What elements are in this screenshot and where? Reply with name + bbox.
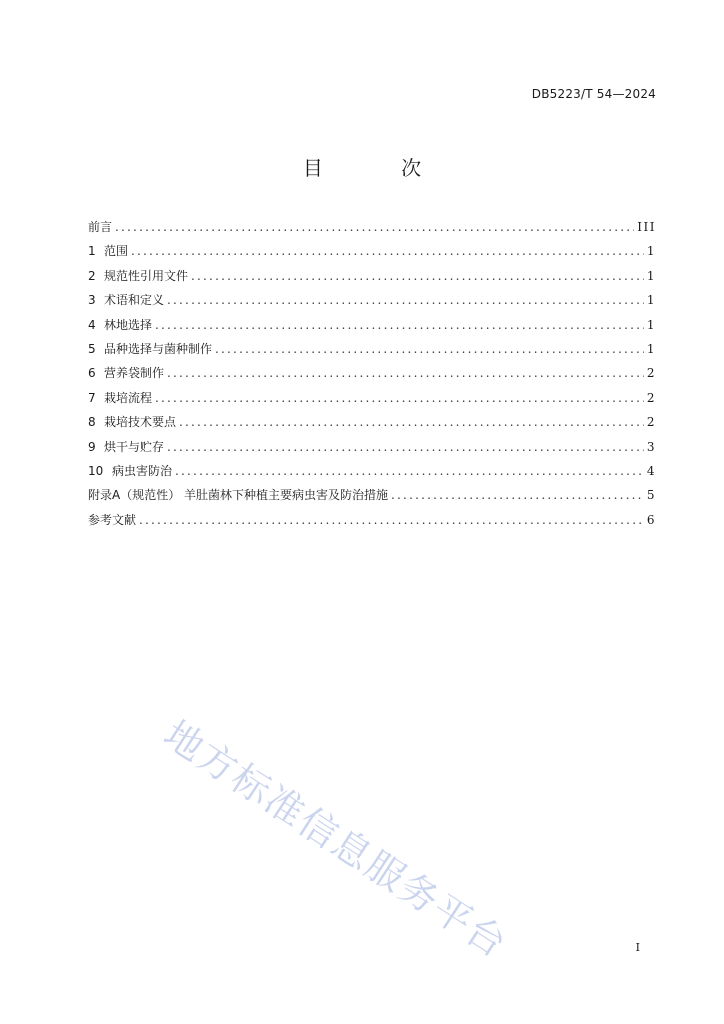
toc-entry-label [88, 340, 212, 357]
toc-entry-title: 品种选择与菌种制作 [104, 341, 213, 356]
toc-entry-label [88, 462, 172, 479]
toc-leader-dots [139, 513, 644, 527]
toc-entry-title: 参考文献 [88, 512, 137, 527]
toc-entry-foreword[interactable] [88, 218, 656, 242]
toc-entry-label [88, 267, 188, 284]
toc-entry-number: 9 [88, 439, 96, 454]
toc-entry-page: 6 [646, 512, 656, 527]
toc-entry-page: 3 [646, 439, 656, 454]
toc-leader-dots [191, 269, 644, 283]
toc-entry-number: 10 [88, 463, 104, 478]
toc-entry-cultivation-process[interactable] [88, 389, 656, 413]
toc-entry-label [88, 291, 164, 308]
toc-entry-label [88, 364, 164, 381]
toc-entry-page: 5 [646, 488, 656, 503]
toc-entry-title: 附录A（规范性） 羊肚菌林下种植主要病虫害及防治措施 [88, 488, 389, 503]
toc-leader-dots [175, 464, 644, 478]
toc-entry-technical-points[interactable] [88, 413, 656, 437]
toc-entry-nutrient-bag[interactable] [88, 364, 656, 388]
toc-entry-page: 1 [646, 341, 656, 356]
toc-entry-site-selection[interactable] [88, 316, 656, 340]
toc-entry-title: 栽培技术要点 [104, 415, 177, 430]
toc-leader-dots [115, 220, 634, 234]
toc-entry-title: 规范性引用文件 [104, 268, 189, 283]
toc-entry-number: 2 [88, 268, 96, 283]
toc-leader-dots [391, 488, 644, 502]
toc-entry-page: 2 [646, 415, 656, 430]
toc-entry-drying-storage[interactable] [88, 438, 656, 462]
toc-entry-page: 2 [646, 366, 656, 381]
toc-leader-dots [167, 366, 644, 380]
toc-entry-title: 前言 [88, 220, 113, 234]
toc-entry-label [88, 389, 152, 406]
toc-entry-label [88, 316, 152, 333]
toc-entry-number: 3 [88, 293, 96, 308]
toc-entry-title: 术语和定义 [104, 293, 165, 308]
toc-entry-number: 5 [88, 341, 96, 356]
toc-entry-label [88, 511, 136, 528]
toc-entry-title: 烘干与贮存 [104, 439, 165, 454]
toc-entry-number: 4 [88, 317, 96, 332]
toc-entry-label [88, 413, 176, 430]
toc-leader-dots [155, 318, 644, 332]
toc-entry-label [88, 218, 112, 235]
table-of-contents [88, 218, 656, 535]
toc-entry-label [88, 242, 128, 259]
toc-entry-title: 范围 [104, 244, 129, 259]
toc-leader-dots [167, 440, 644, 454]
watermark: 地方标准信息服务平台 [156, 711, 516, 967]
toc-entry-appendix-a[interactable] [88, 486, 656, 510]
toc-entry-page: 1 [646, 317, 656, 332]
toc-entry-terms-definitions[interactable] [88, 291, 656, 315]
toc-entry-normative-references[interactable] [88, 267, 656, 291]
page-number: I [635, 941, 640, 954]
toc-entry-page: 1 [646, 293, 656, 308]
toc-entry-scope[interactable] [88, 242, 656, 266]
toc-entry-label [88, 438, 164, 455]
toc-entry-page: III [637, 220, 656, 234]
toc-entry-variety-selection[interactable] [88, 340, 656, 364]
toc-entry-page: 2 [646, 390, 656, 405]
toc-entry-number: 1 [88, 244, 96, 259]
toc-leader-dots [167, 293, 644, 307]
toc-entry-label [88, 486, 388, 503]
toc-entry-number: 6 [88, 366, 96, 381]
toc-entry-title: 病虫害防治 [112, 463, 173, 478]
page-title: 目 次 [302, 156, 458, 180]
toc-leader-dots [215, 342, 644, 356]
toc-entry-page: 1 [646, 244, 656, 259]
toc-entry-title: 栽培流程 [104, 390, 153, 405]
toc-entry-pest-control[interactable] [88, 462, 656, 486]
toc-entry-page: 1 [646, 268, 656, 283]
toc-leader-dots [131, 244, 644, 258]
toc-entry-number: 7 [88, 390, 96, 405]
toc-leader-dots [179, 415, 644, 429]
toc-entry-number: 8 [88, 415, 96, 430]
toc-leader-dots [155, 391, 644, 405]
toc-entry-title: 营养袋制作 [104, 366, 165, 381]
toc-entry-bibliography[interactable] [88, 511, 656, 535]
toc-entry-title: 林地选择 [104, 317, 153, 332]
toc-entry-page: 4 [646, 463, 656, 478]
document-code: DB5223/T 54—2024 [531, 87, 656, 101]
